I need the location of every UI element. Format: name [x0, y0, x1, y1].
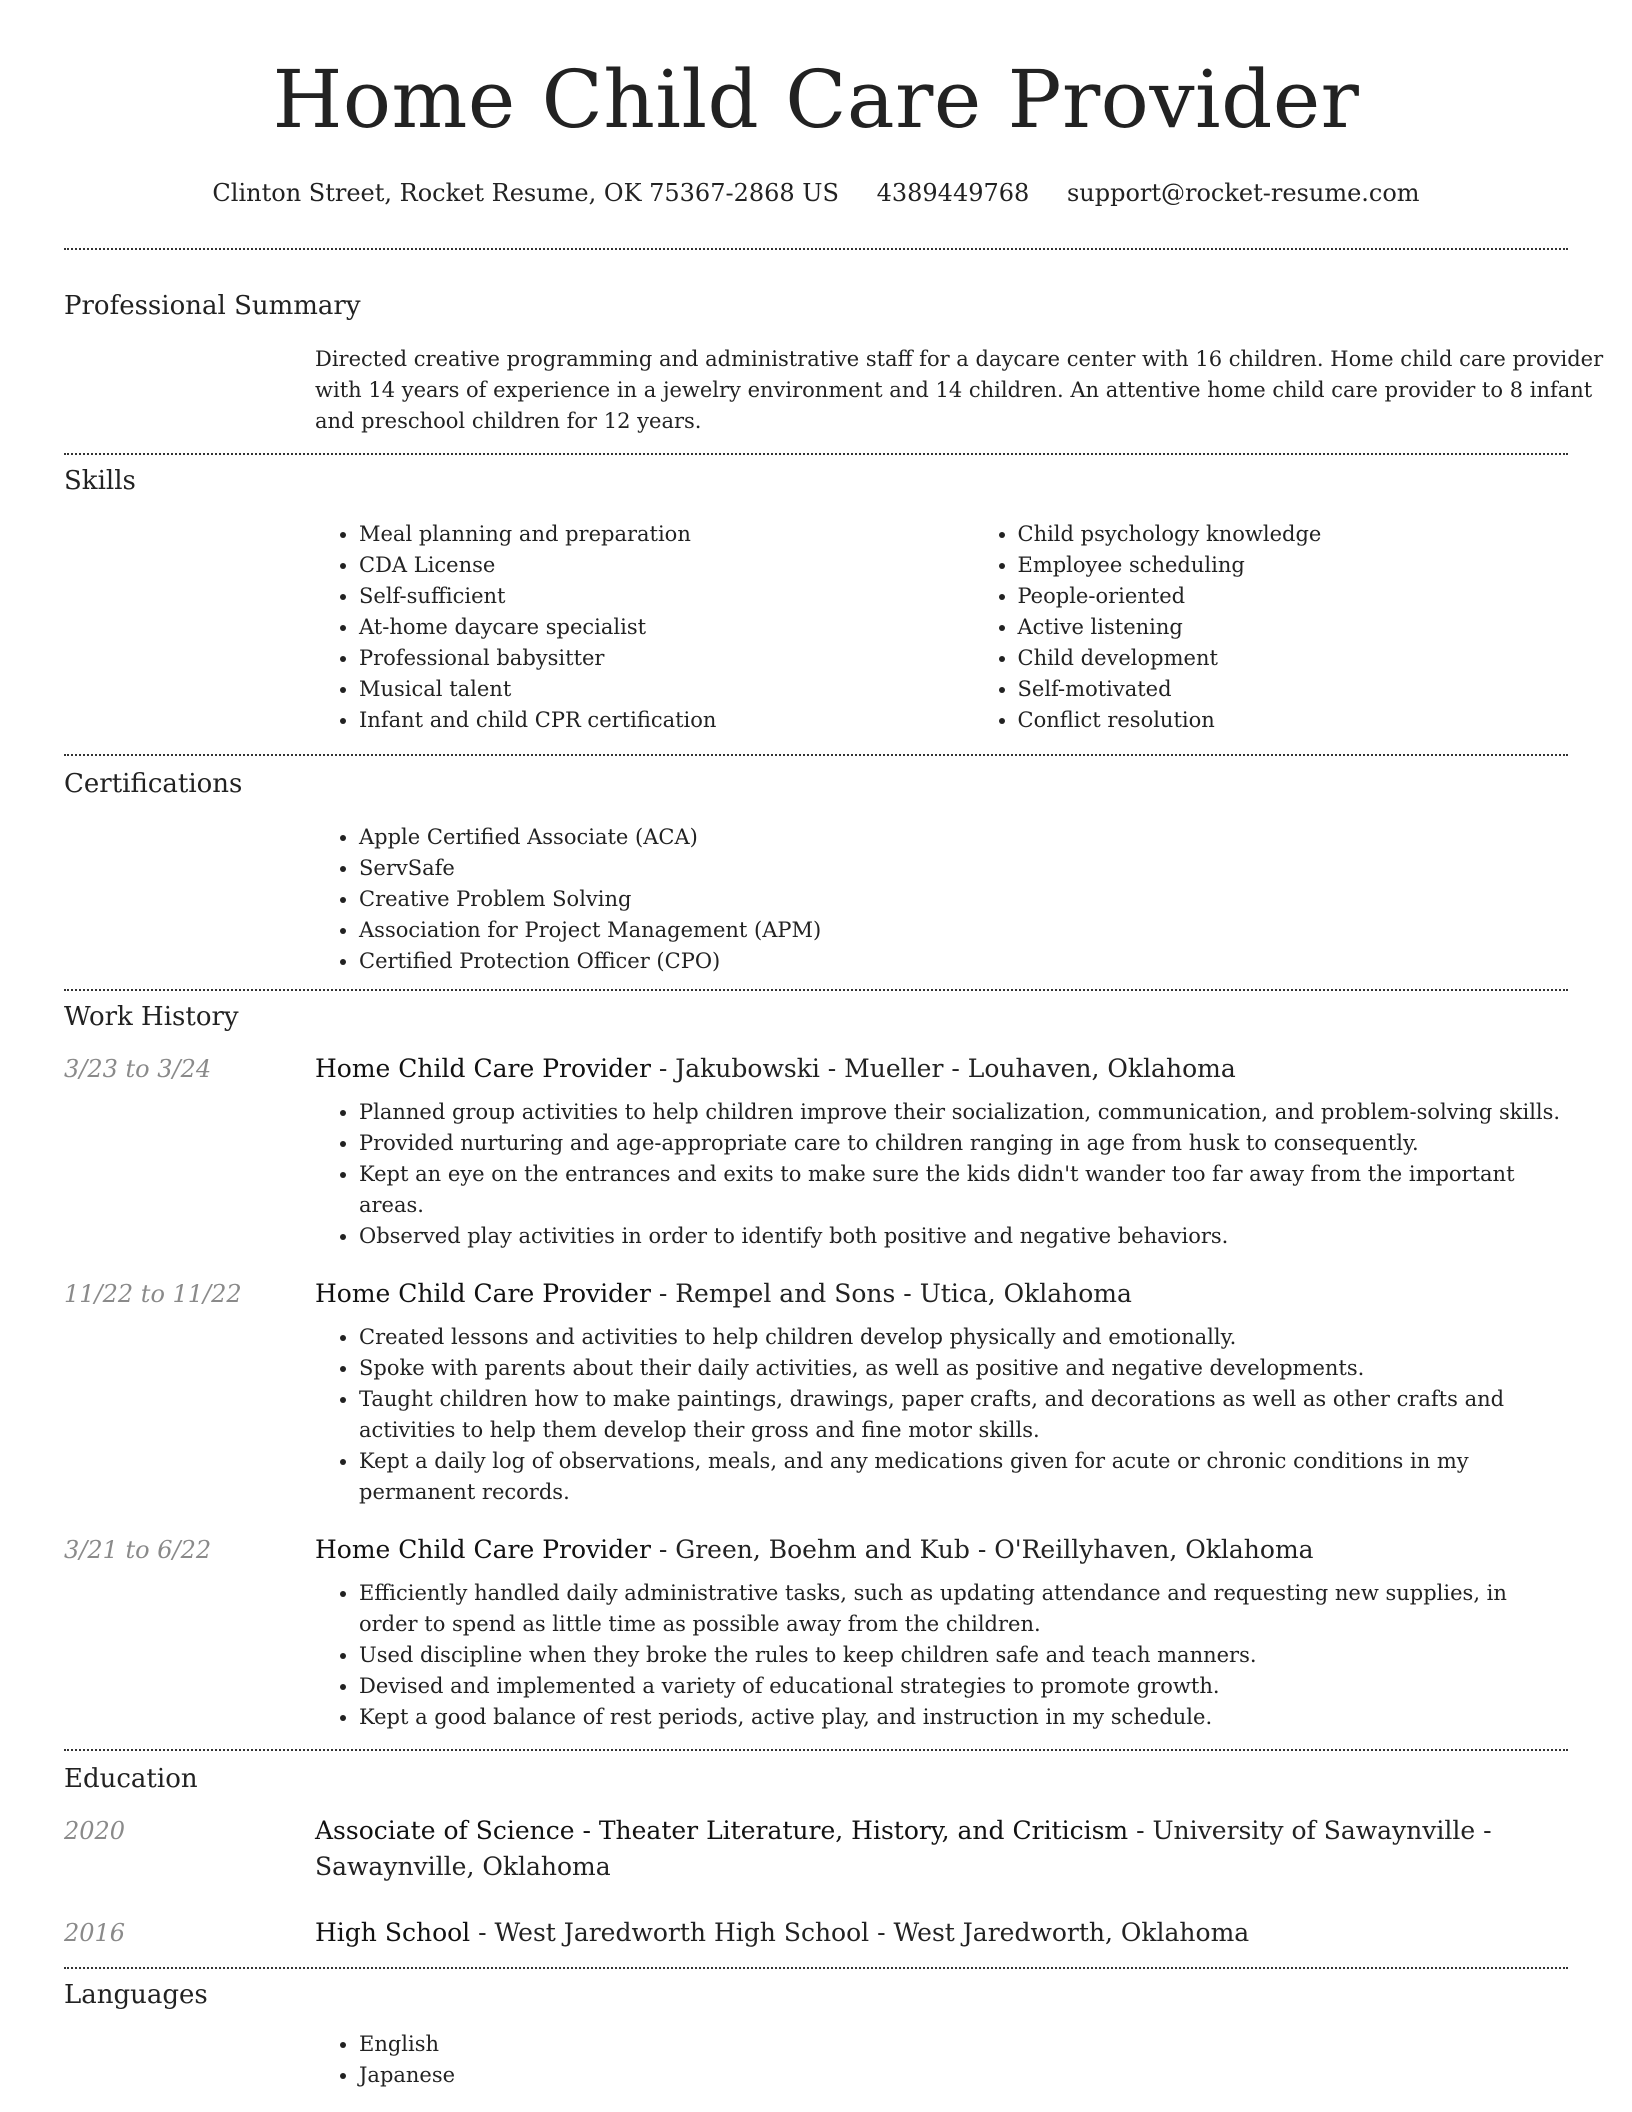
skills-list-right [974, 519, 1632, 736]
education-year: 2020 [64, 1817, 126, 1845]
certifications-title: Certifications [64, 769, 243, 799]
education-title-line [315, 1813, 1568, 1885]
certification-item: • Apple Certified Associate (ACA) [359, 822, 1632, 853]
job-employer: - Jakubowski - Mueller - Louhaven, Oklahoma [650, 1054, 1236, 1083]
job-date: 11/22 to 11/22 [64, 1280, 242, 1308]
job-bullet: • Kept an eye on the entrances and exits to make sure the kids didn't wander too far away from the important areas. [359, 1159, 1568, 1221]
education-school: - University of Sawaynville - Sawaynville, Oklahoma [315, 1816, 1492, 1881]
education-year: 2016 [64, 1919, 126, 1947]
language-item: • English [359, 2029, 1632, 2060]
job-bullet: • Observed play activities in order to identify both positive and negative behaviors. [359, 1221, 1568, 1252]
job-employer: - Green, Boehm and Kub - O'Reillyhaven, Oklahoma [650, 1535, 1314, 1564]
job-title [315, 1051, 1568, 1087]
languages-list [315, 2029, 1632, 2091]
job-bullet: • Created lessons and activities to help children develop physically and emotionally. [359, 1322, 1568, 1353]
job-bullets [315, 1578, 1568, 1733]
contact-address: Clinton Street, Rocket Resume, OK 75367-2868 US [212, 179, 839, 207]
job-bullet: • Used discipline when they broke the rules to keep children safe and teach manners. [359, 1640, 1568, 1671]
job-title [315, 1276, 1568, 1312]
languages-section [0, 1969, 1632, 2091]
summary-title: Professional Summary [64, 291, 361, 321]
job-role: Home Child Care Provider [315, 1535, 651, 1564]
job-bullet: • Spoke with parents about their daily activities, as well as positive and negative developments. [359, 1353, 1568, 1384]
job-bullet: • Devised and implemented a variety of educational strategies to promote growth. [359, 1671, 1568, 1702]
education-title-line [315, 1915, 1568, 1951]
skill-item: • Child development [1018, 643, 1632, 674]
skills-title: Skills [64, 466, 136, 496]
skill-item: • Active listening [1018, 612, 1632, 643]
skill-item: • Self-motivated [1018, 674, 1632, 705]
certification-item: • ServSafe [359, 853, 1632, 884]
skill-item: • CDA License [359, 550, 974, 581]
education-entry [64, 1813, 1568, 1885]
work-title: Work History [64, 1002, 239, 1032]
certification-item: • Certified Protection Officer (CPO) [359, 946, 1632, 977]
resume-header [0, 0, 1632, 208]
skill-item: • Meal planning and preparation [359, 519, 974, 550]
job-entry [64, 1276, 1568, 1508]
skill-item: • People-oriented [1018, 581, 1632, 612]
contact-line [0, 178, 1632, 208]
certification-item: • Association for Project Management (APM) [359, 915, 1632, 946]
education-degree: Associate of Science - Theater Literature, History, and Criticism [315, 1816, 1129, 1845]
certification-item: • Creative Problem Solving [359, 884, 1632, 915]
job-bullet: • Efficiently handled daily administrative tasks, such as updating attendance and requesting new supplies, in order to spend as little time as possible away from the children. [359, 1578, 1568, 1640]
skill-item: • Professional babysitter [359, 643, 974, 674]
job-date: 3/21 to 6/22 [64, 1536, 212, 1564]
job-entry [64, 1532, 1568, 1733]
contact-phone: 4389449768 [876, 179, 1030, 207]
job-role: Home Child Care Provider [315, 1054, 651, 1083]
skill-item: • Self-sufficient [359, 581, 974, 612]
certifications-section [0, 756, 1632, 977]
skill-item: • Employee scheduling [1018, 550, 1632, 581]
languages-title: Languages [64, 1980, 208, 2010]
skills-section [0, 455, 1632, 736]
work-section [0, 991, 1632, 1733]
job-bullet: • Provided nurturing and age-appropriate care to children ranging in age from husk to consequently. [359, 1128, 1568, 1159]
contact-email[interactable]: support@rocket-resume.com [1066, 179, 1420, 207]
skills-list-left [315, 519, 974, 736]
job-bullet: • Kept a daily log of observations, meals, and any medications given for acute or chronic conditions in my permanent records. [359, 1446, 1568, 1508]
job-bullets [315, 1322, 1568, 1508]
job-date: 3/23 to 3/24 [64, 1055, 212, 1083]
job-entry [64, 1051, 1568, 1252]
certifications-list [315, 822, 1632, 977]
education-section [0, 1751, 1632, 1951]
job-bullet: • Planned group activities to help children improve their socialization, communication, and problem-solving skills. [359, 1097, 1568, 1128]
job-role: Home Child Care Provider [315, 1279, 651, 1308]
job-title [315, 1532, 1568, 1568]
language-item: • Japanese [359, 2060, 1632, 2091]
job-employer: - Rempel and Sons - Utica, Oklahoma [650, 1279, 1132, 1308]
skill-item: • At-home daycare specialist [359, 612, 974, 643]
education-school: - West Jaredworth High School - West Jaredworth, Oklahoma [470, 1918, 1250, 1947]
job-bullet: • Kept a good balance of rest periods, active play, and instruction in my schedule. [359, 1702, 1568, 1733]
summary-section [0, 250, 1632, 437]
job-bullets [315, 1097, 1568, 1252]
skills-grid [315, 519, 1632, 736]
education-entry [64, 1915, 1568, 1951]
skill-item: • Child psychology knowledge [1018, 519, 1632, 550]
education-degree: High School [315, 1918, 471, 1947]
skill-item: • Infant and child CPR certification [359, 705, 974, 736]
education-title: Education [64, 1764, 198, 1794]
summary-text: Directed creative programming and administrative staff for a daycare center with 16 children. Home child care provider with 14 years of experience in a jewelry environment and 14 children. An attentive home child care provider to 8 infant and preschool children for 12 years. [315, 347, 1604, 433]
skill-item: • Conflict resolution [1018, 705, 1632, 736]
job-bullet: • Taught children how to make paintings, drawings, paper crafts, and decorations as well as other crafts and activities to help them develop their gross and fine motor skills. [359, 1384, 1568, 1446]
resume-name: Home Child Care Provider [272, 53, 1360, 146]
skill-item: • Musical talent [359, 674, 974, 705]
